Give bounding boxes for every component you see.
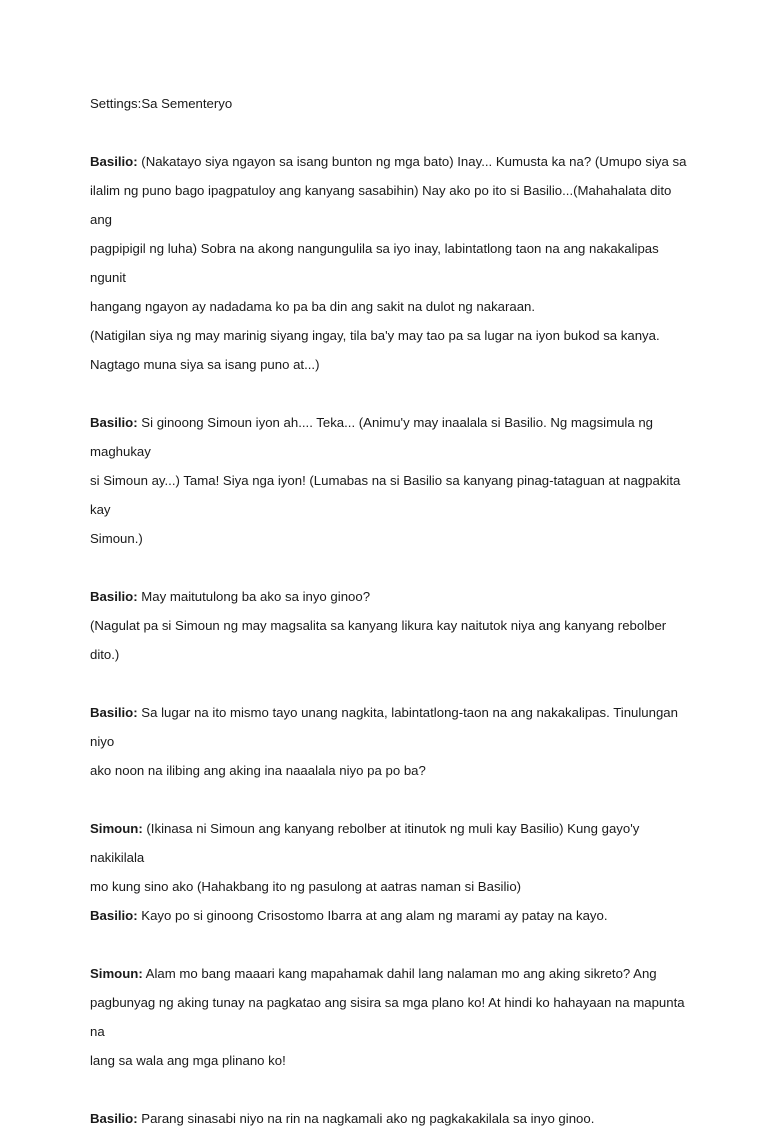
stage-direction: (Natigilan siya ng may marinig siyang ingay, tila ba'y may tao pa sa lugar na iyon bukod sa kanya. <box>90 328 660 343</box>
dialogue-line: ako noon na ilibing ang aking ina naaalala niyo pa po ba? <box>90 763 426 778</box>
dialogue-text: Parang sinasabi niyo na rin na nagkamali ako ng pagkakakilala sa inyo ginoo. <box>137 1111 595 1126</box>
dialogue-line <box>90 901 690 930</box>
stage-direction: (Nagulat pa si Simoun ng may magsalita sa kanyang likura kay naitutok niya ang kanyang rebolber dito.) <box>90 618 667 662</box>
speaker-name: Simoun: <box>90 966 143 981</box>
speaker-name: Basilio: <box>90 415 138 430</box>
dialogue-line <box>90 582 690 611</box>
speaker-name: Basilio: <box>90 1111 138 1126</box>
paragraph-gap <box>90 553 690 582</box>
speaker-name: Simoun: <box>90 821 143 836</box>
stage-direction: Nagtago muna siya sa isang puno at...) <box>90 357 320 372</box>
dialogue-line: pagbunyag ng aking tunay na pagkatao ang sisira sa mga plano ko! At hindi ko hahayaan na mapunta na <box>90 995 685 1039</box>
dialogue-line <box>90 408 690 466</box>
speaker-name: Basilio: <box>90 908 138 923</box>
dialogue-line: si Simoun ay...) Tama! Siya nga iyon! (Lumabas na si Basilio sa kanyang pinag-tataguan at nagpakita kay <box>90 473 681 517</box>
dialogue-line <box>90 147 690 176</box>
dialogue-text: (Ikinasa ni Simoun ang kanyang rebolber at itinutok ng muli kay Basilio) Kung gayo'y nakikilala <box>90 821 640 865</box>
speaker-name: Basilio: <box>90 154 138 169</box>
dialogue-text: Alam mo bang maaari kang mapahamak dahil lang nalaman mo ang aking sikreto? Ang <box>142 966 657 981</box>
paragraph-gap <box>90 669 690 698</box>
paragraph-gap <box>90 930 690 959</box>
paragraph-gap <box>90 379 690 408</box>
dialogue-line: ilalim ng puno bago ipagpatuloy ang kanyang sasabihin) Nay ako po ito si Basilio...(Mahahalata dito ang <box>90 183 672 227</box>
dialogue-line <box>90 814 690 872</box>
dialogue-line: pagpipigil ng luha) Sobra na akong nangungulila sa iyo inay, labintatlong taon na ang nakakalipas ngunit <box>90 241 659 285</box>
dialogue-text: (Nakatayo siya ngayon sa isang bunton ng mga bato) Inay... Kumusta ka na? (Umupo siya sa <box>137 154 687 169</box>
dialogue-line: mo kung sino ako (Hahakbang ito ng pasulong at aatras naman si Basilio) <box>90 879 522 894</box>
paragraph-gap <box>90 1075 690 1104</box>
paragraph-gap <box>90 785 690 814</box>
dialogue-line: Simoun.) <box>90 531 143 546</box>
dialogue-line: lang sa wala ang mga plinano ko! <box>90 1053 286 1068</box>
dialogue-text: May maitutulong ba ako sa inyo ginoo? <box>137 589 371 604</box>
dialogue-line <box>90 959 690 988</box>
dialogue-text: Sa lugar na ito mismo tayo unang nagkita, labintatlong-taon na ang nakakalipas. Tinulungan niyo <box>90 705 678 749</box>
dialogue-text: Kayo po si ginoong Crisostomo Ibarra at ang alam ng marami ay patay na kayo. <box>137 908 608 923</box>
paragraph-gap <box>90 118 690 147</box>
dialogue-line: hangang ngayon ay nadadama ko pa ba din ang sakit na dulot ng nakaraan. <box>90 299 536 314</box>
setting-line: Settings:Sa Sementeryo <box>90 96 233 111</box>
speaker-name: Basilio: <box>90 705 138 720</box>
speaker-name: Basilio: <box>90 589 138 604</box>
dialogue-line <box>90 698 690 756</box>
document-body <box>90 89 690 1133</box>
dialogue-line <box>90 1104 690 1133</box>
dialogue-text: Si ginoong Simoun iyon ah.... Teka... (Animu'y may inaalala si Basilio. Ng magsimula ng maghukay <box>90 415 654 459</box>
